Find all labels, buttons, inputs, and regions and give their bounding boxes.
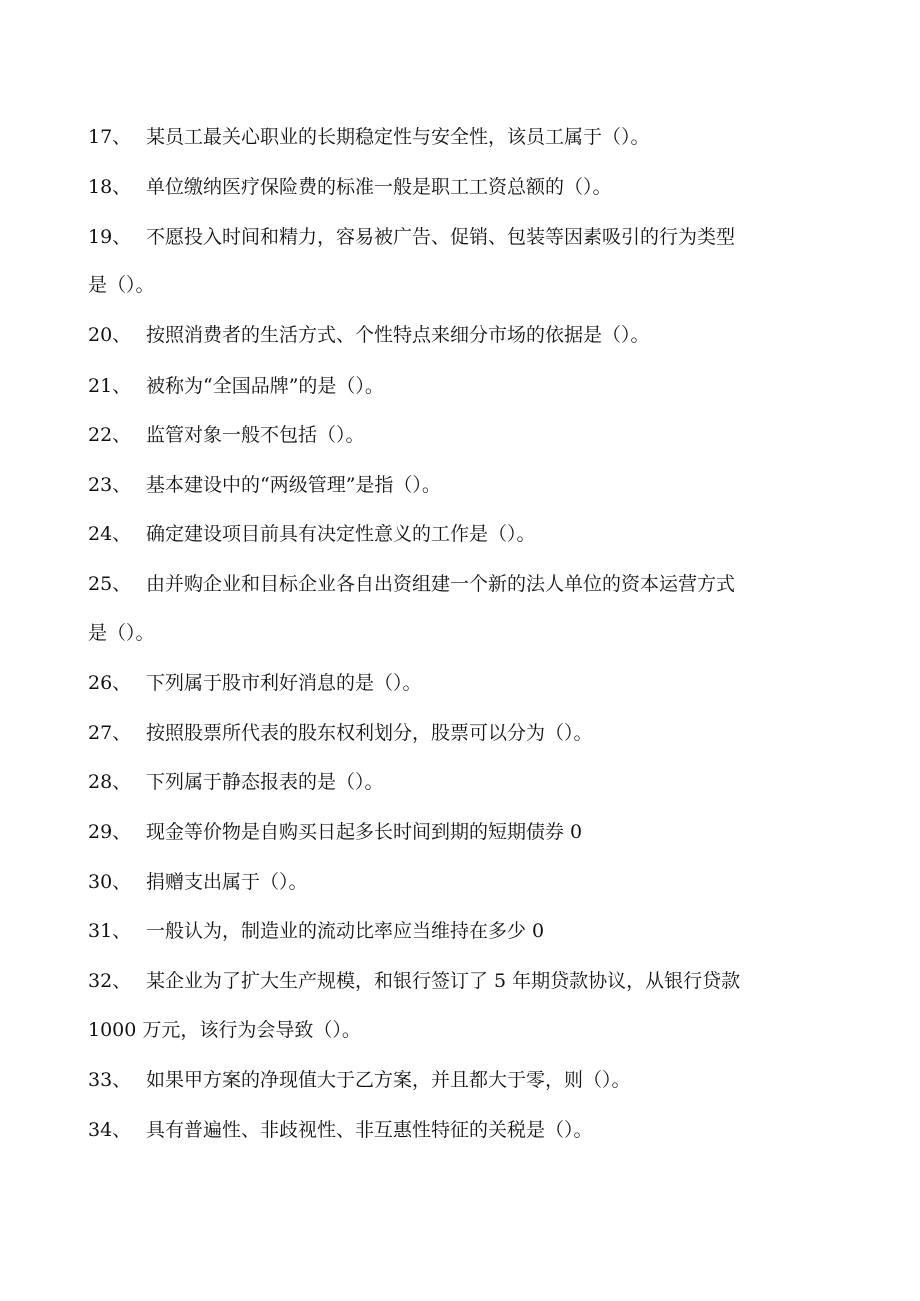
question-number: 17、 bbox=[88, 126, 132, 148]
question-number: 34、 bbox=[88, 1119, 132, 1141]
question-number: 18、 bbox=[88, 176, 132, 198]
question-22 bbox=[88, 426, 828, 445]
question-number: 28、 bbox=[88, 771, 132, 793]
question-number: 33、 bbox=[88, 1069, 132, 1091]
question-text: 一般认为，制造业的流动比率应当维持在多少 0 bbox=[146, 920, 545, 942]
question-number: 25、 bbox=[88, 573, 132, 595]
question-number: 30、 bbox=[88, 871, 132, 893]
question-number: 29、 bbox=[88, 821, 132, 843]
question-26 bbox=[88, 674, 828, 693]
question-28 bbox=[88, 773, 828, 792]
question-number: 19、 bbox=[88, 226, 132, 248]
question-number: 23、 bbox=[88, 474, 132, 496]
question-19 bbox=[88, 228, 828, 247]
question-18 bbox=[88, 178, 828, 197]
question-text: 某企业为了扩大生产规模，和银行签订了 5 年期贷款协议，从银行贷款 bbox=[146, 970, 741, 992]
question-text: 某员工最关心职业的长期稳定性与安全性，该员工属于（）。 bbox=[146, 126, 650, 148]
question-number: 32、 bbox=[88, 970, 132, 992]
question-text: 由并购企业和目标企业各自出资组建一个新的法人单位的资本运营方式 bbox=[146, 573, 736, 595]
question-text: 按照消费者的生活方式、个性特点来细分市场的依据是（）。 bbox=[146, 324, 650, 346]
question-32 bbox=[88, 972, 828, 991]
question-21 bbox=[88, 377, 828, 396]
question-34 bbox=[88, 1121, 828, 1140]
question-20 bbox=[88, 326, 828, 345]
question-17 bbox=[88, 128, 828, 147]
question-number: 22、 bbox=[88, 424, 132, 446]
question-33 bbox=[88, 1071, 828, 1090]
question-number: 26、 bbox=[88, 672, 132, 694]
question-32-continuation: 1000 万元，该行为会导致（）。 bbox=[88, 1019, 361, 1041]
question-text: 按照股票所代表的股东权利划分，股票可以分为（）。 bbox=[146, 722, 593, 744]
question-text: 不愿投入时间和精力，容易被广告、促销、包装等因素吸引的行为类型 bbox=[146, 226, 736, 248]
question-19-continuation: 是（）。 bbox=[88, 274, 155, 296]
question-text: 监管对象一般不包括（）。 bbox=[146, 424, 365, 446]
question-25-continuation: 是（）。 bbox=[88, 622, 155, 644]
question-text: 下列属于静态报表的是（）。 bbox=[146, 771, 384, 793]
question-30 bbox=[88, 873, 828, 892]
question-text: 如果甲方案的净现值大于乙方案，并且都大于零，则（）。 bbox=[146, 1069, 631, 1091]
question-31 bbox=[88, 922, 828, 941]
question-number: 27、 bbox=[88, 722, 132, 744]
question-24 bbox=[88, 525, 828, 544]
question-23 bbox=[88, 476, 828, 495]
question-number: 31、 bbox=[88, 920, 132, 942]
question-text: 具有普遍性、非歧视性、非互惠性特征的关税是（）。 bbox=[146, 1119, 593, 1141]
question-number: 20、 bbox=[88, 324, 132, 346]
question-text: 单位缴纳医疗保险费的标准一般是职工工资总额的（）。 bbox=[146, 176, 612, 198]
question-27 bbox=[88, 724, 828, 743]
question-number: 24、 bbox=[88, 523, 132, 545]
question-text: 被称为“全国品牌”的是（）。 bbox=[146, 375, 384, 397]
question-text: 确定建设项目前具有决定性意义的工作是（）。 bbox=[146, 523, 536, 545]
question-text: 捐赠支出属于（）。 bbox=[146, 871, 308, 893]
question-text: 下列属于股市利好消息的是（）。 bbox=[146, 672, 422, 694]
question-25 bbox=[88, 575, 828, 594]
question-text: 基本建设中的“两级管理”是指（）。 bbox=[146, 474, 441, 496]
question-29 bbox=[88, 823, 828, 842]
question-text: 现金等价物是自购买日起多长时间到期的短期债券 0 bbox=[146, 821, 583, 843]
question-number: 21、 bbox=[88, 375, 132, 397]
